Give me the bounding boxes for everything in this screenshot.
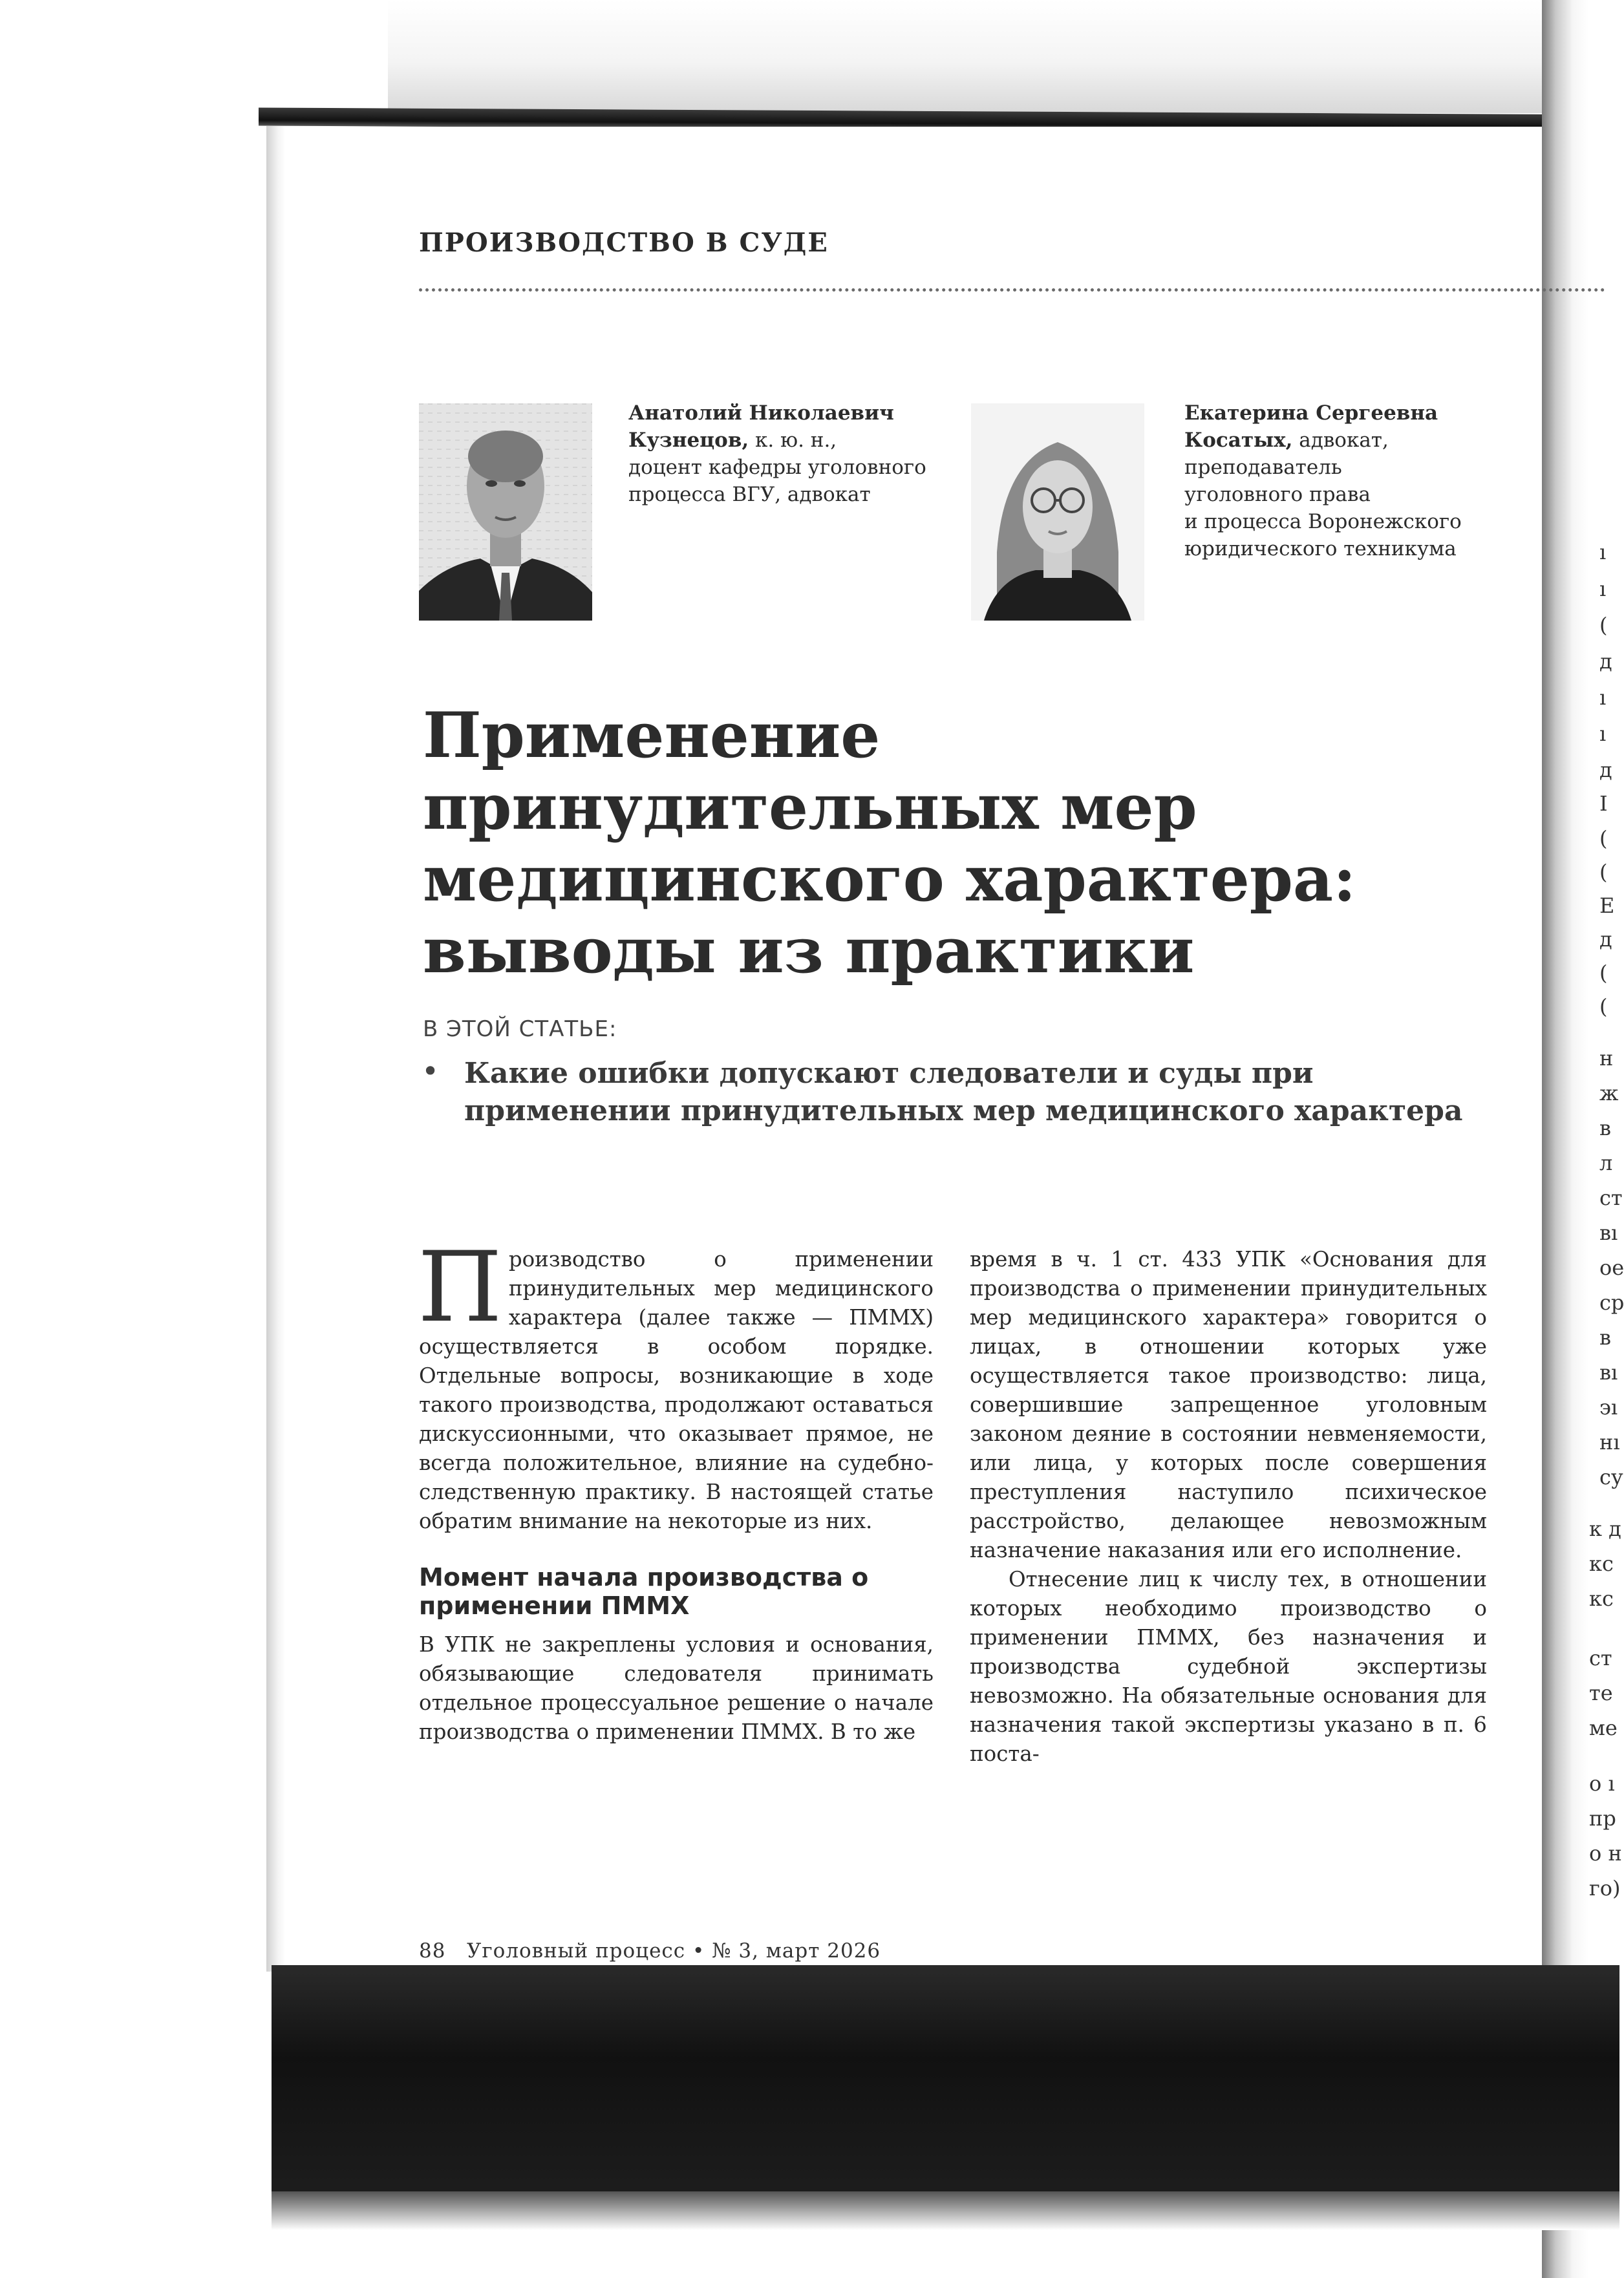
intro-text: роизводство о применении принудительных мер медицинского характера (далее также — ПММХ) осуществляется в особом порядке. Отдельные вопросы, возникающие в ходе такого производства, продолжают оставаться дискуссионными, что оказывает прямое, не всегда положительное, влияние на судебно-следственную практику. В настоящей статье обратим внимание на некоторые из них.: [419, 1247, 934, 1533]
author-2-affiliation-2: юридического техникума: [1184, 537, 1457, 560]
neighbor-page-fragment: д: [1599, 927, 1612, 952]
author-1-name-line2: Кузнецов,: [628, 429, 749, 452]
page-number: 88: [419, 1939, 446, 1963]
journal-name: Уголовный процесс: [467, 1939, 686, 1963]
neighbor-page-fragment: те: [1589, 1681, 1613, 1705]
section-divider: [419, 288, 1605, 292]
bullet-icon: •: [422, 1054, 440, 1089]
author-1-degree: к. ю. н.,: [749, 429, 837, 452]
neighbor-page-fragment: ı: [1599, 685, 1607, 710]
neighbor-page-fragment: к д: [1589, 1517, 1621, 1541]
neighbor-page-fragment: I: [1599, 791, 1608, 816]
author-2-name-line2: Косатых,: [1184, 429, 1293, 452]
neighbor-page-fragment: о ı: [1589, 1771, 1615, 1796]
body-paragraph: Отнесение лиц к числу тех, в отношении которых необходимо производство о применении ПММХ, без назначения и производства судебной экспертизы невозможно. На обязательные основания для назначения такой экспертизы указано в п. 6 поста-: [970, 1567, 1487, 1766]
neighbor-page-fragment: (: [1599, 826, 1608, 851]
neighbor-page-fragment: кс: [1589, 1551, 1614, 1576]
neighbor-page-fragment: E: [1599, 893, 1615, 918]
article-title: [423, 699, 1457, 986]
neighbor-page-fragment: ı: [1599, 721, 1607, 746]
neighbor-page-fragment: (: [1599, 994, 1608, 1019]
neighbor-page-fragment: вı: [1599, 1220, 1618, 1245]
scan-edge-left: [266, 126, 286, 1972]
neighbor-page-fragment: ср: [1599, 1290, 1624, 1315]
neighbor-page-fragment: д: [1599, 758, 1612, 782]
neighbor-page-fragment: ст: [1599, 1186, 1623, 1210]
article-title-line-1: Применение: [423, 699, 881, 772]
text-column-left: [418, 1231, 934, 1747]
issue-info: № 3, март 2026: [712, 1939, 881, 1963]
neighbor-page-fragment: (: [1599, 860, 1608, 884]
neighbor-page-fragment: вı: [1599, 1360, 1618, 1385]
article-title-line-4: выводы из практики: [423, 914, 1195, 987]
neighbor-page-fragment: д: [1599, 649, 1612, 674]
article-title-line-2: принудительных мер: [423, 771, 1197, 844]
intro-paragraph: [418, 1231, 934, 1536]
body-paragraph: время в ч. 1 ст. 433 УПК «Основания для производства о применении принудительных мер медицинского характера» говорится о лицах, в отношении которых уже осуществляется такое производство: лица, совершившие запрещенное уголовным законом деяние в состоянии невменяемости, или лица, у которых после совершения преступления наступило психическое расстройство, делающее невозможным назначение наказания или его исполнение.: [970, 1247, 1487, 1562]
text-column-right: [970, 1245, 1487, 1769]
neighbor-page-fragment: (: [1599, 961, 1608, 985]
article-title-line-3: медицинского характера:: [423, 842, 1356, 915]
author-photo-1: [419, 403, 592, 621]
neighbor-page-fragment: (: [1599, 613, 1608, 637]
author-info-1: [628, 399, 952, 508]
author-1-affiliation: процесса ВГУ, адвокат: [628, 483, 871, 506]
neighbor-page-fragment: го): [1589, 1876, 1621, 1900]
scan-edge-bottom: [272, 1965, 1619, 2198]
drop-cap: П: [418, 1231, 502, 1344]
neighbor-page-fragment: л: [1599, 1151, 1613, 1175]
neighbor-page-fragment: су: [1599, 1465, 1623, 1489]
neighbor-page-fragment: эı: [1599, 1395, 1618, 1420]
in-article-label: В ЭТОЙ СТАТЬЕ:: [423, 1016, 617, 1042]
author-2-subject: уголовного права: [1184, 483, 1371, 506]
body-paragraph: В УПК не закреплены условия и основания, обязывающие следователя принимать отдельное процессуальное решение о начале производства о применении ПММХ. В то же: [419, 1632, 934, 1744]
author-1-position: доцент кафедры уголовного: [628, 456, 926, 479]
neighbor-page-fragment: в: [1599, 1116, 1612, 1140]
author-2-role: адвокат,: [1292, 429, 1389, 452]
author-2-name-line1: Екатерина Сергеевна: [1184, 401, 1438, 425]
author-info-2: [1184, 399, 1521, 562]
neighbor-page-fragment: ое: [1599, 1255, 1624, 1280]
author-photo-2: [971, 403, 1144, 621]
neighbor-page-fragment: ст: [1589, 1646, 1612, 1670]
author-2-position: преподаватель: [1184, 456, 1342, 479]
subheading: Момент начала производства о применении ПММХ: [419, 1563, 869, 1620]
section-title: ПРОИЗВОДСТВО В СУДЕ: [419, 228, 829, 258]
footer-separator: •: [692, 1939, 705, 1963]
neighbor-page-fragment: ı: [1599, 577, 1607, 601]
summary-bullet: Какие ошибки допускают следователи и суды при применении принудительных мер медицинского характера: [464, 1057, 1463, 1127]
author-1-name-line1: Анатолий Николаевич: [628, 401, 894, 425]
neighbor-page-fragment: ме: [1589, 1716, 1618, 1740]
neighbor-page-fragment: в: [1599, 1325, 1612, 1350]
page-footer: [419, 1939, 881, 1963]
neighbor-page-fragment: пр: [1589, 1806, 1616, 1831]
neighbor-page-fragment: ж: [1599, 1081, 1619, 1105]
author-2-affiliation: и процесса Воронежского: [1184, 510, 1462, 533]
neighbor-page-fragment: кс: [1589, 1586, 1614, 1611]
scan-shadow-bottom: [272, 2191, 1619, 2230]
neighbor-page-fragment: ı: [1599, 540, 1607, 564]
neighbor-page-fragment: о н: [1589, 1841, 1622, 1866]
scan-shadow-top: [388, 0, 1619, 113]
neighbor-page-fragment: нı: [1599, 1430, 1620, 1454]
neighbor-page-fragment: н: [1599, 1046, 1614, 1070]
